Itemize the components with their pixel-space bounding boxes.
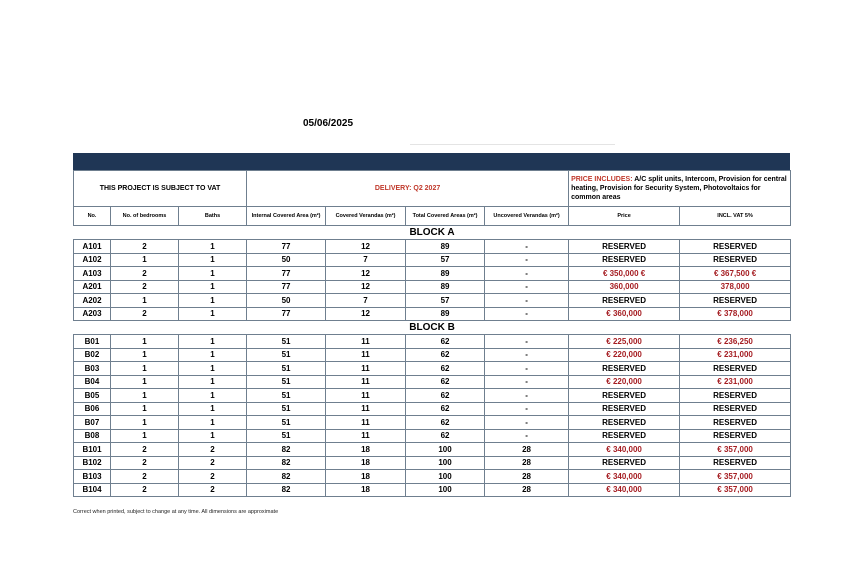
column-header: No. bbox=[74, 207, 111, 226]
price-list-date: 05/06/2025 bbox=[303, 118, 354, 129]
cell-bath: 2 bbox=[179, 470, 247, 484]
cell-no: B104 bbox=[74, 483, 111, 497]
cell-bed: 2 bbox=[111, 280, 179, 294]
cell-no: B103 bbox=[74, 470, 111, 484]
cell-covered: 11 bbox=[326, 375, 406, 389]
column-header: Internal Covered Area (m²) bbox=[247, 207, 326, 226]
cell-uncovered: - bbox=[485, 429, 569, 443]
column-header: Covered Verandas (m²) bbox=[326, 207, 406, 226]
cell-vat: € 357,000 bbox=[680, 470, 791, 484]
cell-covered: 11 bbox=[326, 362, 406, 376]
cell-covered: 11 bbox=[326, 389, 406, 403]
cell-uncovered: - bbox=[485, 375, 569, 389]
block-title: BLOCK A bbox=[74, 226, 791, 240]
table-row bbox=[74, 456, 791, 470]
cell-uncovered: 28 bbox=[485, 443, 569, 457]
cell-price: RESERVED bbox=[569, 402, 680, 416]
cell-internal: 51 bbox=[247, 416, 326, 430]
cell-no: B07 bbox=[74, 416, 111, 430]
cell-no: B06 bbox=[74, 402, 111, 416]
cell-total: 89 bbox=[406, 307, 485, 321]
delivery-date: DELIVERY: Q2 2027 bbox=[247, 171, 569, 207]
cell-bath: 1 bbox=[179, 267, 247, 281]
cell-uncovered: - bbox=[485, 348, 569, 362]
cell-total: 89 bbox=[406, 280, 485, 294]
cell-internal: 51 bbox=[247, 348, 326, 362]
cell-bath: 1 bbox=[179, 362, 247, 376]
cell-total: 62 bbox=[406, 416, 485, 430]
cell-bath: 1 bbox=[179, 375, 247, 389]
cell-price: € 220,000 bbox=[569, 375, 680, 389]
cell-price: 360,000 bbox=[569, 280, 680, 294]
cell-covered: 11 bbox=[326, 416, 406, 430]
cell-covered: 12 bbox=[326, 280, 406, 294]
cell-internal: 82 bbox=[247, 483, 326, 497]
cell-covered: 11 bbox=[326, 429, 406, 443]
price-includes-label: PRICE INCLUDES: bbox=[571, 176, 633, 183]
cell-no: B03 bbox=[74, 362, 111, 376]
cell-bed: 2 bbox=[111, 470, 179, 484]
cell-no: A103 bbox=[74, 267, 111, 281]
cell-no: B102 bbox=[74, 456, 111, 470]
cell-bed: 2 bbox=[111, 456, 179, 470]
cell-internal: 77 bbox=[247, 307, 326, 321]
cell-uncovered: - bbox=[485, 389, 569, 403]
cell-vat: € 231,000 bbox=[680, 348, 791, 362]
cell-uncovered: - bbox=[485, 307, 569, 321]
column-header: Baths bbox=[179, 207, 247, 226]
cell-covered: 12 bbox=[326, 307, 406, 321]
block-title: BLOCK B bbox=[74, 321, 791, 335]
cell-bath: 1 bbox=[179, 416, 247, 430]
cell-internal: 51 bbox=[247, 389, 326, 403]
cell-bed: 1 bbox=[111, 294, 179, 308]
cell-no: B04 bbox=[74, 375, 111, 389]
cell-price: RESERVED bbox=[569, 253, 680, 267]
cell-no: B01 bbox=[74, 335, 111, 349]
cell-total: 100 bbox=[406, 470, 485, 484]
cell-vat: € 357,000 bbox=[680, 443, 791, 457]
cell-vat: € 236,250 bbox=[680, 335, 791, 349]
cell-total: 62 bbox=[406, 348, 485, 362]
cell-internal: 77 bbox=[247, 267, 326, 281]
cell-bath: 2 bbox=[179, 483, 247, 497]
cell-vat: RESERVED bbox=[680, 362, 791, 376]
cell-uncovered: 28 bbox=[485, 483, 569, 497]
cell-bath: 1 bbox=[179, 335, 247, 349]
cell-bath: 1 bbox=[179, 348, 247, 362]
column-header: Total Covered Areas (m²) bbox=[406, 207, 485, 226]
cell-internal: 51 bbox=[247, 429, 326, 443]
cell-vat: 378,000 bbox=[680, 280, 791, 294]
cell-bed: 2 bbox=[111, 240, 179, 254]
price-includes-text: A/C split units, Intercom, Provision for central heating, Provision for Security System, Photovoltaics for common areas bbox=[571, 176, 787, 201]
column-header: Price bbox=[569, 207, 680, 226]
table-row bbox=[74, 389, 791, 403]
cell-vat: RESERVED bbox=[680, 253, 791, 267]
cell-vat: RESERVED bbox=[680, 456, 791, 470]
cell-bath: 1 bbox=[179, 429, 247, 443]
vat-notice: THIS PROJECT IS SUBJECT TO VAT bbox=[74, 171, 247, 207]
cell-no: A202 bbox=[74, 294, 111, 308]
cell-price: € 225,000 bbox=[569, 335, 680, 349]
cell-price: RESERVED bbox=[569, 240, 680, 254]
cell-bath: 1 bbox=[179, 294, 247, 308]
cell-uncovered: - bbox=[485, 280, 569, 294]
cell-no: B02 bbox=[74, 348, 111, 362]
cell-covered: 11 bbox=[326, 402, 406, 416]
cell-internal: 82 bbox=[247, 443, 326, 457]
cell-bed: 1 bbox=[111, 348, 179, 362]
cell-internal: 51 bbox=[247, 362, 326, 376]
cell-uncovered: - bbox=[485, 416, 569, 430]
cell-bed: 2 bbox=[111, 307, 179, 321]
cell-internal: 51 bbox=[247, 335, 326, 349]
cell-bed: 1 bbox=[111, 253, 179, 267]
table-row bbox=[74, 335, 791, 349]
cell-no: A203 bbox=[74, 307, 111, 321]
cell-bed: 1 bbox=[111, 375, 179, 389]
cell-price: € 360,000 bbox=[569, 307, 680, 321]
cell-price: RESERVED bbox=[569, 362, 680, 376]
column-header: INCL. VAT 5% bbox=[680, 207, 791, 226]
cell-bath: 2 bbox=[179, 443, 247, 457]
cell-price: € 350,000 € bbox=[569, 267, 680, 281]
cell-total: 100 bbox=[406, 483, 485, 497]
cell-vat: € 367,500 € bbox=[680, 267, 791, 281]
table-row bbox=[74, 402, 791, 416]
table-row bbox=[74, 240, 791, 254]
cell-price: € 340,000 bbox=[569, 470, 680, 484]
cell-bed: 1 bbox=[111, 389, 179, 403]
cell-no: A201 bbox=[74, 280, 111, 294]
cell-covered: 18 bbox=[326, 483, 406, 497]
cell-covered: 11 bbox=[326, 348, 406, 362]
price-list-sheet bbox=[73, 153, 790, 497]
cell-vat: € 378,000 bbox=[680, 307, 791, 321]
cell-uncovered: - bbox=[485, 335, 569, 349]
cell-price: RESERVED bbox=[569, 294, 680, 308]
column-header: No. of bedrooms bbox=[111, 207, 179, 226]
cell-price: RESERVED bbox=[569, 389, 680, 403]
cell-vat: RESERVED bbox=[680, 429, 791, 443]
cell-internal: 50 bbox=[247, 253, 326, 267]
cell-bath: 1 bbox=[179, 280, 247, 294]
header-bar bbox=[73, 153, 790, 170]
price-includes bbox=[569, 171, 791, 207]
block-header-row bbox=[74, 226, 791, 240]
table-row bbox=[74, 375, 791, 389]
cell-vat: RESERVED bbox=[680, 294, 791, 308]
price-table bbox=[73, 170, 791, 497]
cell-total: 57 bbox=[406, 253, 485, 267]
cell-no: A101 bbox=[74, 240, 111, 254]
cell-vat: € 231,000 bbox=[680, 375, 791, 389]
column-header-row bbox=[74, 207, 791, 226]
table-row bbox=[74, 429, 791, 443]
table-row bbox=[74, 470, 791, 484]
cell-internal: 82 bbox=[247, 470, 326, 484]
cell-uncovered: - bbox=[485, 253, 569, 267]
cell-internal: 50 bbox=[247, 294, 326, 308]
table-row bbox=[74, 362, 791, 376]
cell-price: RESERVED bbox=[569, 416, 680, 430]
cell-internal: 51 bbox=[247, 375, 326, 389]
footnote: Correct when printed, subject to change at any time. All dimensions are approximate bbox=[73, 509, 279, 515]
cell-no: B101 bbox=[74, 443, 111, 457]
cell-covered: 18 bbox=[326, 470, 406, 484]
cell-covered: 18 bbox=[326, 443, 406, 457]
cell-price: RESERVED bbox=[569, 456, 680, 470]
cell-covered: 12 bbox=[326, 267, 406, 281]
table-row bbox=[74, 253, 791, 267]
cell-no: A102 bbox=[74, 253, 111, 267]
cell-bed: 2 bbox=[111, 443, 179, 457]
cell-total: 89 bbox=[406, 267, 485, 281]
cell-bath: 1 bbox=[179, 253, 247, 267]
cell-total: 100 bbox=[406, 456, 485, 470]
table-row bbox=[74, 267, 791, 281]
divider-line bbox=[410, 144, 615, 145]
cell-uncovered: - bbox=[485, 294, 569, 308]
cell-bed: 1 bbox=[111, 402, 179, 416]
cell-covered: 11 bbox=[326, 335, 406, 349]
cell-total: 89 bbox=[406, 240, 485, 254]
cell-uncovered: - bbox=[485, 402, 569, 416]
table-row bbox=[74, 443, 791, 457]
cell-bath: 2 bbox=[179, 456, 247, 470]
cell-uncovered: 28 bbox=[485, 456, 569, 470]
column-header: Uncovered Verandas (m²) bbox=[485, 207, 569, 226]
cell-total: 62 bbox=[406, 402, 485, 416]
cell-price: RESERVED bbox=[569, 429, 680, 443]
table-row bbox=[74, 307, 791, 321]
cell-uncovered: - bbox=[485, 267, 569, 281]
cell-price: € 340,000 bbox=[569, 483, 680, 497]
cell-internal: 77 bbox=[247, 280, 326, 294]
cell-bed: 1 bbox=[111, 335, 179, 349]
cell-price: € 220,000 bbox=[569, 348, 680, 362]
cell-internal: 82 bbox=[247, 456, 326, 470]
cell-no: B05 bbox=[74, 389, 111, 403]
cell-bath: 1 bbox=[179, 240, 247, 254]
table-row bbox=[74, 416, 791, 430]
cell-bath: 1 bbox=[179, 402, 247, 416]
cell-vat: RESERVED bbox=[680, 389, 791, 403]
cell-uncovered: - bbox=[485, 362, 569, 376]
cell-total: 62 bbox=[406, 362, 485, 376]
cell-total: 57 bbox=[406, 294, 485, 308]
cell-internal: 51 bbox=[247, 402, 326, 416]
cell-covered: 7 bbox=[326, 294, 406, 308]
cell-covered: 18 bbox=[326, 456, 406, 470]
cell-total: 62 bbox=[406, 429, 485, 443]
cell-bed: 1 bbox=[111, 429, 179, 443]
cell-bed: 2 bbox=[111, 483, 179, 497]
cell-uncovered: 28 bbox=[485, 470, 569, 484]
table-row bbox=[74, 294, 791, 308]
cell-total: 62 bbox=[406, 389, 485, 403]
cell-bath: 1 bbox=[179, 389, 247, 403]
table-row bbox=[74, 348, 791, 362]
table-row bbox=[74, 483, 791, 497]
cell-bed: 1 bbox=[111, 416, 179, 430]
cell-vat: € 357,000 bbox=[680, 483, 791, 497]
cell-bed: 1 bbox=[111, 362, 179, 376]
cell-total: 100 bbox=[406, 443, 485, 457]
cell-bath: 1 bbox=[179, 307, 247, 321]
block-header-row bbox=[74, 321, 791, 335]
cell-internal: 77 bbox=[247, 240, 326, 254]
cell-no: B08 bbox=[74, 429, 111, 443]
cell-covered: 7 bbox=[326, 253, 406, 267]
cell-vat: RESERVED bbox=[680, 416, 791, 430]
info-row bbox=[74, 171, 791, 207]
cell-total: 62 bbox=[406, 335, 485, 349]
cell-vat: RESERVED bbox=[680, 240, 791, 254]
cell-price: € 340,000 bbox=[569, 443, 680, 457]
cell-uncovered: - bbox=[485, 240, 569, 254]
cell-bed: 2 bbox=[111, 267, 179, 281]
table-row bbox=[74, 280, 791, 294]
cell-vat: RESERVED bbox=[680, 402, 791, 416]
cell-total: 62 bbox=[406, 375, 485, 389]
cell-covered: 12 bbox=[326, 240, 406, 254]
